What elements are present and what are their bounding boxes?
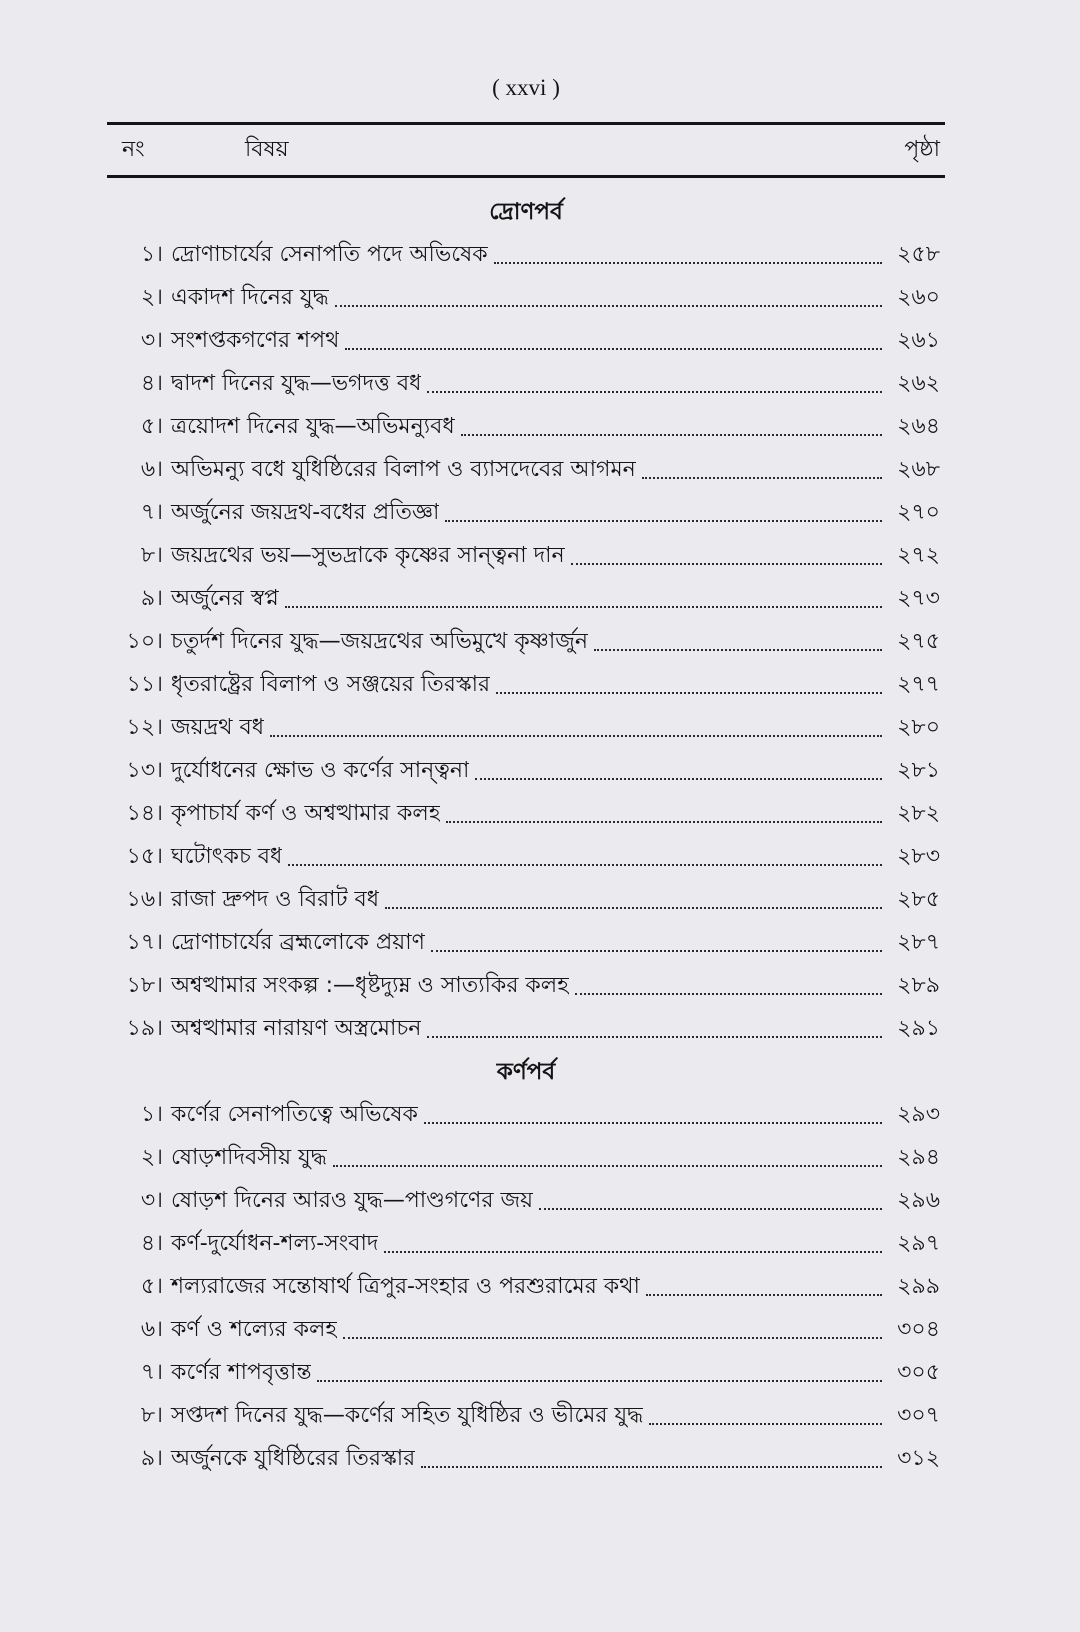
toc-row — [107, 449, 945, 492]
entry-number: ৪। — [140, 1231, 163, 1256]
toc-row — [107, 793, 945, 836]
entry-page: ২৬৮ — [897, 457, 940, 482]
dot-leader — [384, 1251, 882, 1253]
entry-page: ২৭৫ — [897, 629, 940, 654]
toc-row — [107, 1094, 945, 1137]
header-page: পৃষ্ঠা — [904, 137, 940, 162]
entry-page: ২৮৫ — [897, 887, 940, 912]
entry-page: ২৬১ — [897, 328, 940, 353]
entry-title: কর্ণের সেনাপতিত্বে অভিষেক — [171, 1102, 418, 1127]
entry-number: ৬। — [140, 1317, 163, 1342]
toc-row — [107, 1352, 945, 1395]
dot-leader — [335, 305, 882, 307]
entry-title: ঘটোৎকচ বধ — [171, 844, 283, 869]
entry-page: ২৭৭ — [897, 672, 940, 697]
entry-title: ষোড়শদিবসীয় যুদ্ধ — [171, 1145, 327, 1170]
dot-leader — [642, 477, 882, 479]
section-title: কর্ণপর্ব — [496, 1059, 556, 1085]
entry-number: ২। — [140, 285, 163, 310]
contents-body — [107, 191, 945, 1481]
entry-number: ৪। — [140, 371, 163, 396]
entry-page: ২৯১ — [897, 1016, 940, 1041]
entry-number: ১০। — [126, 629, 163, 654]
dot-leader — [424, 1122, 882, 1124]
entry-page: ২৮৯ — [897, 973, 940, 998]
dot-leader — [646, 1294, 882, 1296]
header-number: নং — [122, 137, 145, 162]
entry-number: ১। — [140, 1102, 163, 1127]
toc-row — [107, 1180, 945, 1223]
entry-number: ১৬। — [126, 887, 163, 912]
toc-row — [107, 664, 945, 707]
entry-number: ৯। — [140, 1446, 163, 1471]
dot-leader — [475, 778, 882, 780]
entry-number: ৫। — [140, 1274, 163, 1299]
dot-leader — [446, 821, 882, 823]
entry-number: ২। — [140, 1145, 163, 1170]
entry-page: ২৭০ — [897, 500, 940, 525]
dot-leader — [427, 1036, 882, 1038]
dot-leader — [649, 1423, 882, 1425]
toc-row — [107, 965, 945, 1008]
entry-page: ৩০৫ — [897, 1360, 940, 1385]
toc-row — [107, 707, 945, 750]
entry-title: একাদশ দিনের যুদ্ধ — [171, 285, 329, 310]
entry-number: ১৪। — [126, 801, 163, 826]
entry-number: ১৮। — [126, 973, 163, 998]
toc-row — [107, 836, 945, 879]
toc-row — [107, 1223, 945, 1266]
entry-number: ১৭। — [126, 930, 163, 955]
dot-leader — [345, 348, 882, 350]
entry-title: অভিমন্যু বধে যুধিষ্ঠিরের বিলাপ ও ব্যাসদেবের আগমন — [171, 457, 636, 482]
page-folio: ( xxvi ) — [492, 75, 560, 100]
entry-page: ৩০৪ — [897, 1317, 940, 1342]
entry-page: ২৮৩ — [897, 844, 940, 869]
entry-title: দুর্যোধনের ক্ষোভ ও কর্ণের সান্ত্বনা — [171, 758, 470, 783]
entry-page: ২৯৬ — [897, 1188, 940, 1213]
toc-row — [107, 621, 945, 664]
entry-title: কর্ণ-দুর্যোধন-শল্য-সংবাদ — [171, 1231, 379, 1256]
entry-page: ২৮২ — [897, 801, 940, 826]
toc-row — [107, 363, 945, 406]
toc-row — [107, 234, 945, 277]
toc-row — [107, 1266, 945, 1309]
entry-title: কর্ণের শাপবৃত্তান্ত — [171, 1360, 312, 1385]
dot-leader — [575, 993, 882, 995]
entry-number: ৮। — [140, 1403, 163, 1428]
entry-page: ২৬০ — [897, 285, 940, 310]
dot-leader — [421, 1466, 882, 1468]
entry-title: ধৃতরাষ্ট্রের বিলাপ ও সঞ্জয়ের তিরস্কার — [171, 672, 491, 697]
entry-title: অর্জুনকে যুধিষ্ঠিরের তিরস্কার — [171, 1446, 416, 1471]
toc-row — [107, 1438, 945, 1481]
entry-title: অর্জুনের জয়দ্রথ-বধের প্রতিজ্ঞা — [171, 500, 440, 525]
entry-page: ৩১২ — [897, 1446, 940, 1471]
entry-page: ২৯৯ — [897, 1274, 940, 1299]
toc-row — [107, 320, 945, 363]
entry-number: ৯। — [140, 586, 163, 611]
entry-title: জয়দ্রথ বধ — [171, 715, 265, 740]
entry-number: ১। — [140, 242, 163, 267]
dot-leader — [343, 1337, 882, 1339]
entry-number: ১৩। — [126, 758, 163, 783]
entry-page: ২৯৩ — [897, 1102, 940, 1127]
toc-row — [107, 277, 945, 320]
entry-number: ৭। — [140, 500, 163, 525]
entry-title: অশ্বত্থামার নারায়ণ অস্ত্রমোচন — [171, 1016, 422, 1041]
dot-leader — [445, 520, 882, 522]
entry-number: ১২। — [126, 715, 163, 740]
entry-title: অশ্বত্থামার সংকল্প :—ধৃষ্টদ্যুম্ন ও সাত্যকির কলহ — [171, 973, 569, 998]
entry-number: ৩। — [140, 328, 163, 353]
toc-row — [107, 535, 945, 578]
entry-page: ২৮১ — [897, 758, 940, 783]
toc-section — [107, 191, 945, 1051]
dot-leader — [385, 907, 882, 909]
dot-leader — [317, 1380, 882, 1382]
entry-title: দ্বাদশ দিনের যুদ্ধ—ভগদত্ত বধ — [171, 371, 422, 396]
entry-page: ২৬২ — [897, 371, 940, 396]
dot-leader — [496, 692, 882, 694]
contents-table — [107, 122, 945, 1481]
section-title: দ্রোণপর্ব — [489, 199, 563, 225]
entry-page: ২৮৭ — [897, 930, 940, 955]
entry-number: ১৫। — [126, 844, 163, 869]
entry-title: চতুর্দশ দিনের যুদ্ধ—জয়দ্রথের অভিমুখে কৃষ্ণার্জুন — [171, 629, 589, 654]
entry-page: ২৮০ — [897, 715, 940, 740]
dot-leader — [594, 649, 882, 651]
entry-title: সপ্তদশ দিনের যুদ্ধ—কর্ণের সহিত যুধিষ্ঠির ও ভীমের যুদ্ধ — [171, 1403, 644, 1428]
toc-row — [107, 1137, 945, 1180]
toc-row — [107, 492, 945, 535]
entry-number: ১১। — [126, 672, 163, 697]
toc-row — [107, 750, 945, 793]
dot-leader — [461, 434, 882, 436]
entry-number: ১৯। — [126, 1016, 163, 1041]
entry-page: ২৬৪ — [897, 414, 940, 439]
entry-title: দ্রোণাচার্যের ব্রহ্মলোকে প্রয়াণ — [171, 930, 425, 955]
table-header — [107, 122, 945, 178]
toc-row — [107, 1309, 945, 1352]
entry-title: রাজা দ্রুপদ ও বিরাট বধ — [171, 887, 380, 912]
entry-title: দ্রোণাচার্যের সেনাপতি পদে অভিষেক — [171, 242, 488, 267]
header-subject: বিষয় — [245, 137, 289, 162]
dot-leader — [288, 864, 882, 866]
dot-leader — [571, 563, 882, 565]
entry-number: ৭। — [140, 1360, 163, 1385]
entry-page: ২৯৪ — [897, 1145, 940, 1170]
entry-page: ২৭২ — [897, 543, 940, 568]
entry-title: ত্রয়োদশ দিনের যুদ্ধ—অভিমন্যুবধ — [171, 414, 455, 439]
toc-section — [107, 1051, 945, 1481]
entry-title: কৃপাচার্য কর্ণ ও অশ্বত্থামার কলহ — [171, 801, 441, 826]
entry-title: সংশপ্তকগণের শপথ — [171, 328, 340, 353]
entry-number: ৫। — [140, 414, 163, 439]
dot-leader — [333, 1165, 882, 1167]
dot-leader — [494, 262, 882, 264]
dot-leader — [539, 1208, 882, 1210]
toc-row — [107, 1008, 945, 1051]
entry-title: জয়দ্রথের ভয়—সুভদ্রাকে কৃষ্ণের সান্ত্বনা দান — [171, 543, 565, 568]
entry-number: ৬। — [140, 457, 163, 482]
dot-leader — [285, 606, 882, 608]
toc-row — [107, 578, 945, 621]
dot-leader — [270, 735, 882, 737]
entry-number: ৩। — [140, 1188, 163, 1213]
entry-number: ৮। — [140, 543, 163, 568]
toc-row — [107, 406, 945, 449]
entry-title: অর্জুনের স্বপ্ন — [171, 586, 279, 611]
toc-row — [107, 1395, 945, 1438]
entry-page: ২৯৭ — [897, 1231, 940, 1256]
toc-row — [107, 922, 945, 965]
entry-title: কর্ণ ও শল্যের কলহ — [171, 1317, 337, 1342]
entry-title: শল্যরাজের সন্তোষার্থ ত্রিপুর-সংহার ও পরশুরামের কথা — [171, 1274, 640, 1299]
entry-page: ২৫৮ — [897, 242, 940, 267]
toc-row — [107, 879, 945, 922]
entry-page: ২৭৩ — [897, 586, 940, 611]
dot-leader — [431, 950, 882, 952]
entry-page: ৩০৭ — [897, 1403, 940, 1428]
entry-title: ষোড়শ দিনের আরও যুদ্ধ—পাণ্ডগণের জয় — [171, 1188, 534, 1213]
dot-leader — [427, 391, 882, 393]
